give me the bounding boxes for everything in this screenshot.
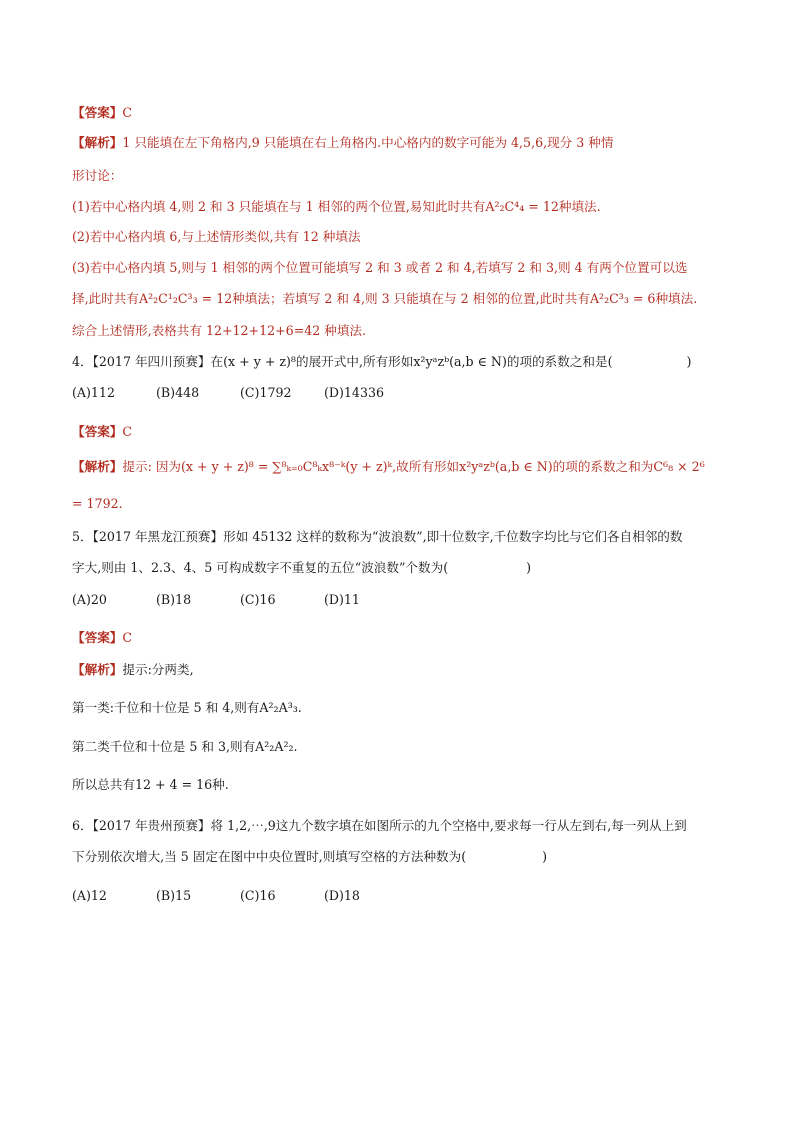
q5-total: 所以总共有12 + 4 = 16种. (72, 777, 229, 792)
analysis-tag: 【解析】 (72, 662, 123, 677)
q3-answer-line (72, 103, 132, 123)
q5-stem-line-2 (72, 558, 531, 578)
question-stem: 字大,则由 1、2.3、4、5 可构成数字不重复的五位“波浪数”个数为( (72, 560, 449, 575)
answer-tag: 【答案】 (72, 424, 123, 439)
option-c: (C)1792 (240, 385, 292, 400)
option-a: (A)112 (72, 385, 115, 400)
q5-stem-line-1 (72, 527, 682, 547)
option-b: (B)18 (156, 592, 192, 607)
option-a: (A)20 (72, 592, 107, 607)
q4-options (72, 383, 384, 403)
option-a: (A)12 (72, 888, 107, 903)
q4-analysis-line-1 (72, 457, 705, 477)
q3-case-3-line-2: 择,此时共有A²₂C¹₂C³₃ = 12种填法；若填写 2 和 4,则 3 只能填在与 2 相邻的位置,此时共有A²₂C³₃ = 6种填法. (72, 291, 698, 306)
q3-analysis-line-2: 形讨论： (72, 168, 123, 183)
q3-summary: 综合上述情形,表格共有 12+12+12+6=42 种填法. (72, 323, 367, 338)
close-paren: ) (686, 354, 692, 369)
q3-analysis-line-1 (72, 133, 613, 153)
analysis-text: 1 只能填在左下角格内,9 只能填在右上角格内.中心格内的数字可能为 4,5,6,现分 3 种情 (122, 135, 614, 150)
analysis-text: 因为(x + y + z)⁸ = ∑⁸ₖ₌₀C⁸ₖx⁸⁻ᵏ(y + z)ᵏ,故所有形如x²yᵃzᵇ(a,b ∈ N)的项的系数之和为C⁶₈ × 2⁶ (155, 459, 705, 474)
option-b: (B)448 (156, 385, 200, 400)
q5-answer-line (72, 628, 132, 648)
q6-stem-line-1 (72, 816, 687, 836)
option-d: (D)18 (324, 888, 360, 903)
hint-label: 提示: (122, 459, 156, 474)
answer-tag: 【答案】 (72, 105, 123, 120)
answer-value: C (122, 105, 133, 120)
q3-case-2: (2)若中心格内填 6,与上述情形类似,共有 12 种填法 (72, 229, 361, 244)
question-stem: 在(x + y + z)⁸的展开式中,所有形如x²yᵃzᵇ(a,b ∈ N)的项的系数之和是( (210, 354, 613, 369)
close-paren: ) (542, 849, 548, 864)
analysis-text: 提示:分两类, (122, 662, 194, 677)
option-d: (D)14336 (324, 385, 384, 400)
q5-type-2: 第二类千位和十位是 5 和 3,则有A²₂A²₂. (72, 739, 298, 754)
q5-analysis-line-1 (72, 660, 194, 680)
question-source: 【2017 年四川预赛】 (92, 354, 211, 369)
question-source: 【2017 年贵州预赛】 (92, 818, 211, 833)
q6-stem-line-2 (72, 847, 547, 867)
question-source: 【2017 年黑龙江预赛】 (92, 529, 224, 544)
question-stem: 形如 45132 这样的数称为“波浪数”,即十位数字,千位数字均比与它们各自相邻的数 (223, 529, 683, 544)
q5-options (72, 590, 360, 610)
option-c: (C)16 (240, 592, 276, 607)
q4-analysis-line-2: = 1792. (72, 496, 123, 511)
answer-tag: 【答案】 (72, 630, 123, 645)
question-stem: 将 1,2,⋯,9这九个数字填在如图所示的九个空格中,要求每一行从左到右,每一列从上到 (210, 818, 687, 833)
option-b: (B)15 (156, 888, 192, 903)
question-number: 5． (72, 529, 93, 544)
option-d: (D)11 (324, 592, 360, 607)
analysis-tag: 【解析】 (72, 135, 123, 150)
q5-type-1: 第一类:千位和十位是 5 和 4,则有A²₂A³₃. (72, 700, 302, 715)
question-number: 6． (72, 818, 93, 833)
option-c: (C)16 (240, 888, 276, 903)
close-paren: ) (526, 560, 532, 575)
question-stem: 下分别依次增大,当 5 固定在图中中央位置时,则填写空格的方法种数为( (72, 849, 467, 864)
q3-case-1: (1)若中心格内填 4,则 2 和 3 只能填在与 1 相邻的两个位置,易知此时共有A²₂C⁴₄ = 12种填法. (72, 199, 601, 214)
q4-answer-line (72, 422, 132, 442)
question-number: 4． (72, 354, 93, 369)
q6-options (72, 886, 360, 906)
q3-case-3-line-1: (3)若中心格内填 5,则与 1 相邻的两个位置可能填写 2 和 3 或者 2 和 4,若填写 2 和 3,则 4 有两个位置可以选 (72, 260, 688, 275)
q4-stem (72, 352, 722, 372)
answer-value: C (122, 630, 133, 645)
analysis-tag: 【解析】 (72, 459, 123, 474)
answer-value: C (122, 424, 133, 439)
